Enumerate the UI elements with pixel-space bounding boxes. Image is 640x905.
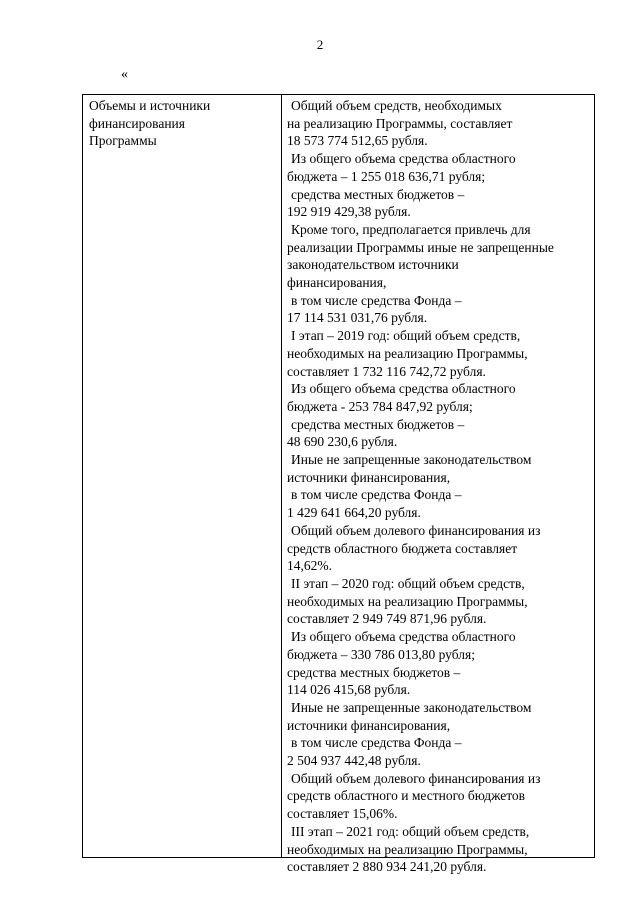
content-line: Из общего объема средства областного — [291, 629, 516, 645]
content-line: Из общего объема средства областного — [291, 151, 516, 167]
opening-quote-mark: « — [121, 67, 128, 82]
content-line: 48 690 230,6 рубля. — [287, 434, 398, 450]
content-line: средства местных бюджетов – — [291, 186, 465, 202]
content-line: Общий объем долевого финансирования из — [291, 770, 541, 786]
content-line: необходимых на реализацию Программы, — [287, 345, 528, 361]
label-line: Программы — [89, 133, 157, 149]
content-line: источники финансирования, — [287, 717, 451, 733]
content-line: I этап – 2019 год: общий объем средств, — [291, 328, 521, 344]
label-line: финансирования — [89, 115, 185, 131]
content-line: в том числе средства Фонда – — [291, 487, 462, 503]
content-line: средства местных бюджетов – — [291, 416, 465, 432]
content-line: финансирования, — [287, 275, 387, 291]
content-line: 14,62%. — [287, 558, 332, 574]
table-cell-content — [287, 97, 593, 876]
content-line: законодательством источники — [287, 257, 459, 273]
content-line: 17 114 531 031,76 рубля. — [287, 310, 428, 326]
content-line: средств областного бюджета составляет — [287, 540, 518, 556]
content-line: составляет 15,06%. — [287, 806, 398, 822]
table-cell-label — [89, 97, 275, 150]
program-passport-table — [82, 94, 595, 875]
content-line: составляет 2 949 749 871,96 рубля. — [287, 611, 487, 627]
content-line: необходимых на реализацию Программы, — [287, 593, 528, 609]
content-line: III этап – 2021 год: общий объем средств, — [291, 823, 530, 839]
content-line: составляет 1 732 116 742,72 рубля. — [287, 363, 486, 379]
content-line: 192 919 429,38 рубля. — [287, 204, 411, 220]
content-line: составляет 2 880 934 241,20 рубля. — [287, 859, 487, 875]
content-line: на реализацию Программы, составляет — [287, 115, 513, 131]
content-line: Иные не запрещенные законодательством — [291, 452, 532, 468]
content-line: 1 429 641 664,20 рубля. — [287, 505, 421, 521]
content-line: реализации Программы иные не запрещенные — [287, 239, 554, 255]
content-line: 18 573 774 512,65 рубля. — [287, 133, 428, 149]
content-line: бюджета - 253 784 847,92 рубля; — [287, 398, 473, 414]
content-line: в том числе средства Фонда – — [291, 735, 462, 751]
content-line: средства местных бюджетов – — [287, 664, 461, 680]
content-line: 114 026 415,68 рубля. — [287, 682, 411, 698]
content-line: Общий объем долевого финансирования из — [291, 522, 541, 538]
content-line: Из общего объема средства областного — [291, 381, 516, 397]
content-line: в том числе средства Фонда – — [291, 292, 462, 308]
content-line: 2 504 937 442,48 рубля. — [287, 753, 421, 769]
label-line: Объемы и источники — [89, 98, 211, 113]
page-number: 2 — [316, 37, 324, 52]
content-line: Общий объем средств, необходимых — [291, 98, 502, 113]
content-line: бюджета – 1 255 018 636,71 рубля; — [287, 168, 486, 184]
content-line: Иные не запрещенные законодательством — [291, 699, 532, 715]
content-line: необходимых на реализацию Программы, — [287, 841, 528, 857]
content-line: II этап – 2020 год: общий объем средств, — [291, 575, 525, 591]
content-line: источники финансирования, — [287, 469, 451, 485]
column-divider — [281, 95, 282, 857]
content-line: Кроме того, предполагается привлечь для — [291, 221, 531, 237]
content-line: бюджета – 330 786 013,80 рубля; — [287, 646, 475, 662]
content-line: средств областного и местного бюджетов — [287, 788, 526, 804]
